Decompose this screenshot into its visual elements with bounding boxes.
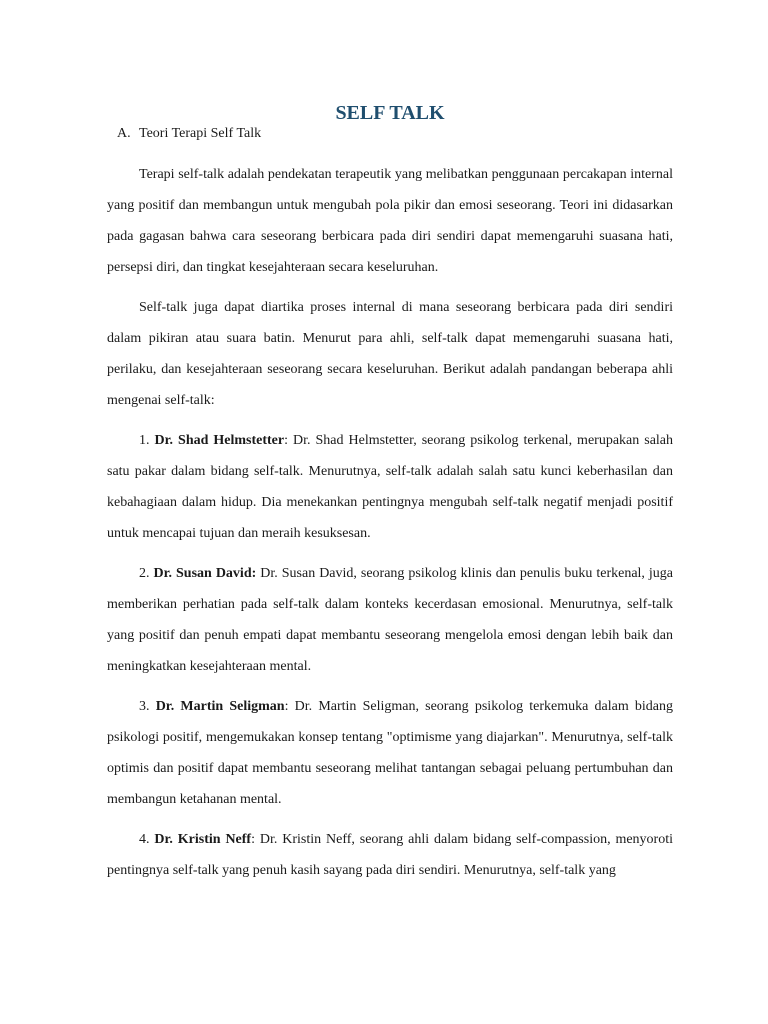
expert-item-4 [107, 824, 673, 886]
expert-number: 4. [139, 832, 150, 847]
expert-separator: : [251, 832, 255, 847]
expert-text: Dr. Martin Seligman, seorang psikolog terkemuka dalam bidang psikologi positif, mengemukakan konsep tentang "optimisme yang diajarkan". Menurutnya, self-talk optimis dan positif dapat membantu seseorang melihat tantangan sebagai peluang pertumbuhan dan membangun ketahanan mental. [107, 699, 674, 807]
section-heading [117, 126, 673, 142]
expert-number: 3. [139, 699, 150, 714]
section-heading-text: Teori Terapi Self Talk [139, 126, 262, 141]
expert-text: Dr. Shad Helmstetter, seorang psikolog terkenal, merupakan salah satu pakar dalam bidang self-talk. Menurutnya, self-talk adalah salah satu kunci keberhasilan dan kebahagiaan dalam hidup. Dia menekankan pentingnya mengubah self-talk negatif menjadi positif untuk mencapai tujuan dan meraih kesuksesan. [107, 433, 674, 541]
expert-separator: : [284, 699, 289, 714]
expert-number: 1. [139, 433, 150, 448]
expert-item-2 [107, 558, 673, 682]
expert-name: Dr. Shad Helmstetter [154, 433, 285, 448]
expert-text: Dr. Kristin Neff, seorang ahli dalam bidang self-compassion, menyoroti pentingnya self-talk yang penuh kasih sayang pada diri sendiri. Menurutnya, self-talk yang [107, 832, 673, 878]
expert-item-1 [107, 425, 673, 549]
paragraph-definition: Self-talk juga dapat diartika proses internal di mana seseorang berbicara pada diri sendiri dalam pikiran atau suara batin. Menurut para ahli, self-talk dapat memengaruhi suasana hati, perilaku, dan kesejahteraan seseorang secara keseluruhan. Berikut adalah pandangan beberapa ahli mengenai self-talk: [107, 300, 673, 408]
expert-name: Dr. Martin Seligman [155, 699, 285, 714]
expert-number: 2. [139, 566, 150, 581]
expert-item-3 [107, 691, 673, 815]
document-title: SELF TALK [335, 102, 445, 124]
expert-name: Dr. Susan David: [153, 566, 257, 581]
expert-separator: : [284, 433, 289, 448]
paragraph-intro: Terapi self-talk adalah pendekatan terapeutik yang melibatkan penggunaan percakapan internal yang positif dan membangun untuk mengubah pola pikir dan emosi seseorang. Teori ini didasarkan pada gagasan bahwa cara seseorang berbicara pada diri sendiri dapat memengaruhi suasana hati, persepsi diri, dan tingkat kesejahteraan secara keseluruhan. [107, 167, 673, 275]
expert-text: Dr. Susan David, seorang psikolog klinis dan penulis buku terkenal, juga memberikan perhatian pada self-talk dalam konteks kecerdasan emosional. Menurutnya, self-talk yang positif dan penuh empati dapat membantu seseorang mengelola emosi dengan lebih baik dan meningkatkan kesejahteraan mental. [107, 566, 674, 674]
expert-name: Dr. Kristin Neff [154, 832, 252, 847]
section-marker: A. [117, 126, 131, 141]
